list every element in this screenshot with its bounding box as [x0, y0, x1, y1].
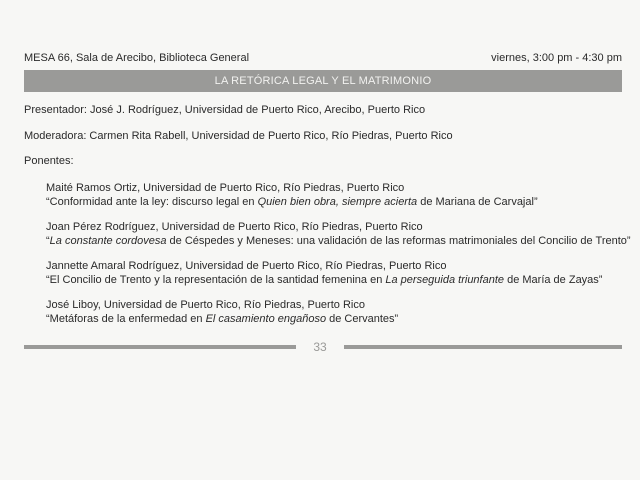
speaker-talk-title: “Conformidad ante la ley: discurso legal en Quien bien obra, siempre acierta de Mariana de Carvajal” — [46, 196, 538, 208]
moderator-line: Moderadora: Carmen Rita Rabell, Universidad de Puerto Rico, Río Piedras, Puerto Rico — [24, 130, 453, 142]
session-title: LA RETÓRICA LEGAL Y EL MATRIMONIO — [214, 75, 432, 87]
footer-rule-right — [344, 345, 622, 349]
speakers-label: Ponentes: — [24, 155, 74, 167]
speaker-talk-title: “Metáforas de la enfermedad en El casamiento engañoso de Cervantes” — [46, 313, 399, 325]
speaker-name: Joan Pérez Rodríguez, Universidad de Puerto Rico, Río Piedras, Puerto Rico — [46, 221, 423, 233]
footer-rule-left — [24, 345, 296, 349]
speaker-name: José Liboy, Universidad de Puerto Rico, Río Piedras, Puerto Rico — [46, 299, 365, 311]
speaker-name: Jannette Amaral Rodríguez, Universidad de Puerto Rico, Río Piedras, Puerto Rico — [46, 260, 447, 272]
session-title-banner — [24, 70, 622, 92]
page-number: 33 — [313, 340, 327, 354]
speaker-talk-title: “El Concilio de Trento y la representación de la santidad femenina en La perseguida triunfante de María de Zayas” — [46, 274, 603, 286]
speaker-name: Maité Ramos Ortiz, Universidad de Puerto Rico, Río Piedras, Puerto Rico — [46, 182, 405, 194]
presenter-line: Presentador: José J. Rodríguez, Universidad de Puerto Rico, Arecibo, Puerto Rico — [24, 104, 426, 116]
speaker-talk-title: “La constante cordovesa de Céspedes y Meneses: una validación de las reformas matrimoniales del Concilio de Trento” — [46, 235, 631, 247]
session-location: MESA 66, Sala de Arecibo, Biblioteca General — [24, 52, 250, 64]
session-time: viernes, 3:00 pm - 4:30 pm — [491, 52, 622, 64]
